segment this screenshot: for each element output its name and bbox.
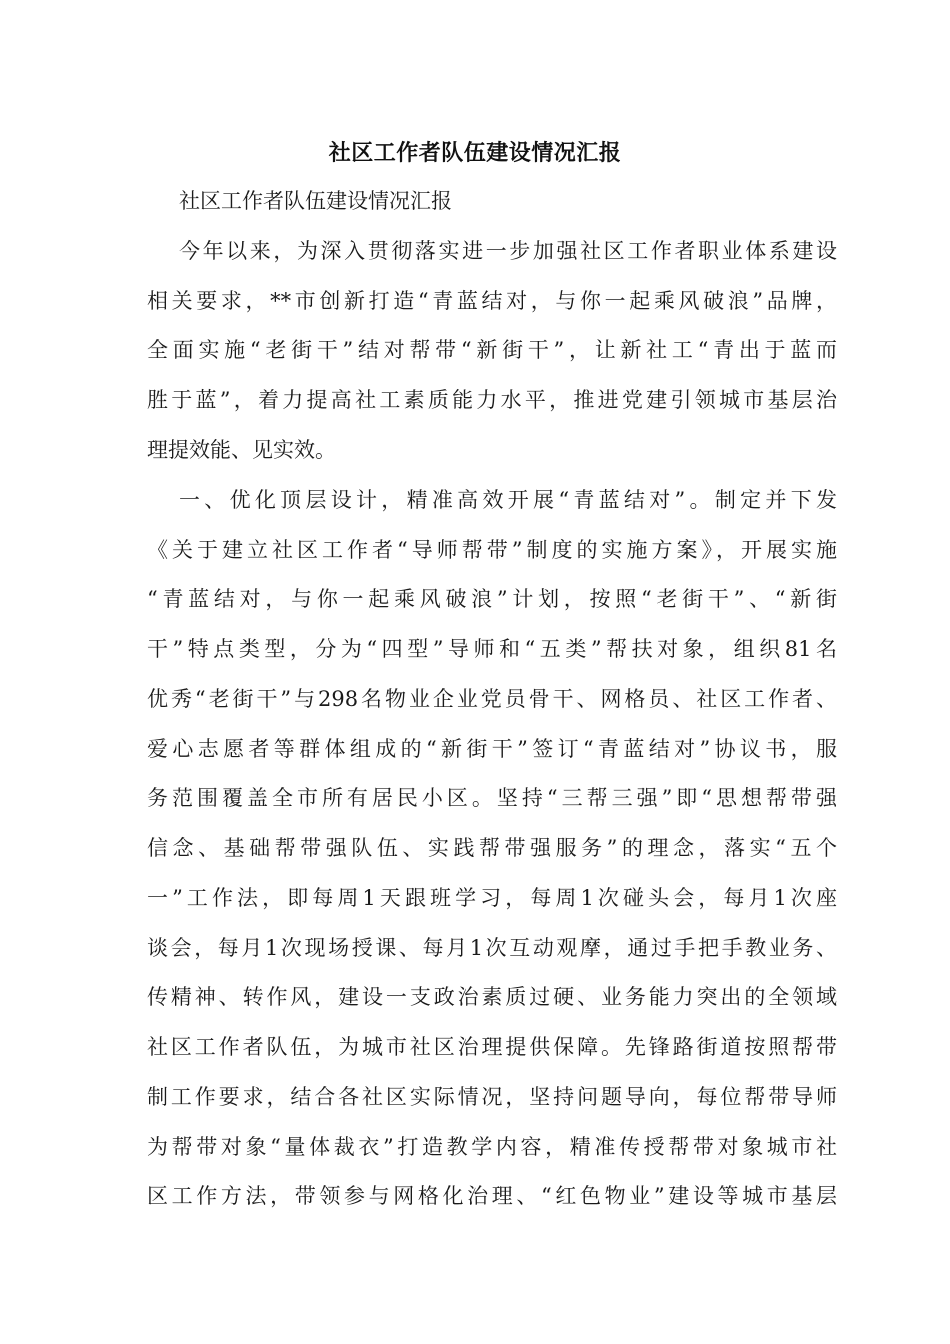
text-line: 为帮带对象“量体裁衣”打造教学内容，精准传授帮带对象城市社 <box>147 1135 837 1159</box>
text-line: 信念、基础帮带强队伍、实践帮带强服务”的理念，落实“五个 <box>147 836 837 860</box>
text-line: 传精神、转作风，建设一支政治素质过硬、业务能力突出的全领域 <box>147 985 837 1009</box>
text-line: 爱心志愿者等群体组成的“新街干”签订“青蓝结对”协议书，服 <box>147 737 837 761</box>
text-line: 一、优化顶层设计，精准高效开展“青蓝结对”。制定并下发 <box>179 488 837 512</box>
text-line: 区工作方法，带领参与网格化治理、“红色物业”建设等城市基层 <box>147 1184 837 1208</box>
text-line: 干”特点类型，分为“四型”导师和“五类”帮扶对象，组织81名 <box>147 637 837 661</box>
text-line: 理提效能、见实效。 <box>147 438 336 462</box>
text-line: 全面实施“老街干”结对帮带“新街干”，让新社工“青出于蓝而 <box>147 338 837 362</box>
text-line: 社区工作者队伍，为城市社区治理提供保障。先锋路街道按照帮带 <box>147 1035 837 1059</box>
text-line: 一”工作法，即每周1天跟班学习，每周1次碰头会，每月1次座 <box>147 886 837 910</box>
document-title: 社区工作者队伍建设情况汇报 <box>328 140 622 166</box>
text-line: 优秀“老街干”与298名物业企业党员骨干、网格员、社区工作者、 <box>147 687 837 711</box>
text-line: 制工作要求，结合各社区实际情况，坚持问题导向，每位帮带导师 <box>147 1085 837 1109</box>
text-line: 相关要求，**市创新打造“青蓝结对，与你一起乘风破浪”品牌， <box>147 289 837 313</box>
text-line: 《关于建立社区工作者“导师帮带”制度的实施方案》，开展实施 <box>147 538 837 562</box>
text-line: “青蓝结对，与你一起乘风破浪”计划，按照“老街干”、“新街 <box>147 587 837 611</box>
text-line: 今年以来，为深入贯彻落实进一步加强社区工作者职业体系建设 <box>179 239 837 263</box>
subtitle-line: 社区工作者队伍建设情况汇报 <box>179 189 452 213</box>
text-line: 务范围覆盖全市所有居民小区。坚持“三帮三强”即“思想帮带强 <box>147 786 837 810</box>
text-line: 谈会，每月1次现场授课、每月1次互动观摩，通过手把手教业务、 <box>147 936 837 960</box>
text-line: 胜于蓝”，着力提高社工素质能力水平，推进党建引领城市基层治 <box>147 388 837 412</box>
